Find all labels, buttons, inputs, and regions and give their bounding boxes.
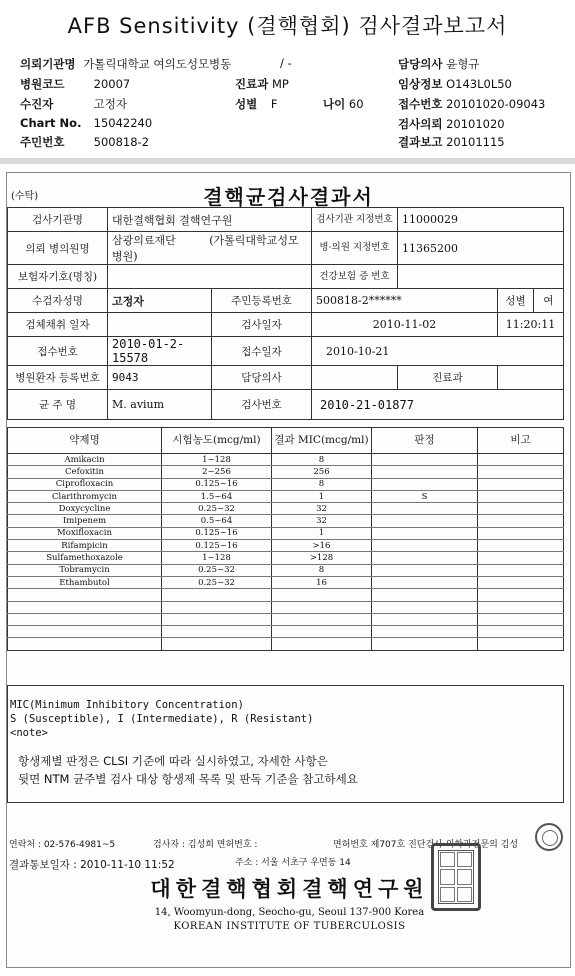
mic-row [8,515,564,527]
mic-row [8,589,564,601]
remarks [478,626,564,638]
mic-value: 1 [272,527,372,539]
name-value: 고정자 [108,289,212,313]
header-row-5 [20,134,149,150]
seal-cell [457,852,472,867]
drug-name: Imipenem [8,515,162,527]
mic-row [8,527,564,539]
hospital-code-value: 20007 [93,77,131,91]
footer-address-kr: 주소 : 서울 서초구 우면동 14 [235,858,351,868]
remarks [478,613,564,625]
test-date-label: 검사의뢰 [398,117,443,131]
drug-name: Moxifloxacin [8,527,162,539]
drug-name: Cefoxitin [8,466,162,478]
clinical-label: 임상정보 [398,77,443,91]
mic-value: 32 [272,503,372,515]
drug-name [8,589,162,601]
interpretation [372,552,478,564]
test-range: 0.125~16 [162,527,272,539]
remarks [478,454,564,466]
mic-row [8,490,564,502]
age-label: 나이 [323,97,346,111]
req-hosp-sub: (가톨릭대학교성모병원) [112,234,299,263]
mic-value: 8 [272,564,372,576]
form-sex-value: 여 [534,289,564,313]
interpretation [372,454,478,466]
rrn-value: 500818-2 [93,135,150,149]
dept-label: 진료과 [235,77,269,91]
scanned-form [6,172,571,968]
drug-name: Tobramycin [8,564,162,576]
mic-row [8,613,564,625]
col-mic: 결과 MIC(mcg/ml) [272,428,372,454]
col-remarks: 비고 [478,428,564,454]
interpretation [372,527,478,539]
notes-line-3: <note> [10,727,48,739]
chart-label: Chart No. [20,116,82,130]
remarks [478,515,564,527]
seal-cell [440,869,455,884]
mic-value [272,626,372,638]
mic-value: 8 [272,478,372,490]
drug-name: Rifampicin [8,540,162,552]
interpretation [372,576,478,588]
ordering-dept-value: 가톨릭대학교 여의도성모병동 [83,57,232,71]
form-rrn-label: 주민등록번호 [212,289,312,313]
receipt-date-label: 접수일자 [212,337,312,366]
hospital-code-label: 병원코드 [20,77,65,91]
organism-label: 균 주 명 [8,390,108,420]
req-hosp-value: 삼광의료재단 [112,234,176,247]
ordering-dept-label: 의뢰기관명 [20,57,76,71]
interpretation [372,478,478,490]
test-range: 0.125~16 [162,478,272,490]
drug-name [8,601,162,613]
lab-value: 대한결핵협회 결핵연구원 [108,208,312,232]
seal-cell [440,887,455,902]
notes-box [7,685,564,803]
remarks [478,466,564,478]
age-value: 60 [348,97,364,111]
drug-name: Ciprofloxacin [8,478,162,490]
footer-license: 면허번호 제707호 진단검사 의학과전문의 김성 [333,840,519,850]
sex-value: F [270,97,278,111]
remarks [478,564,564,576]
examiner-stamp [535,823,563,851]
form-sub-label: (수탁) [11,191,39,202]
receipt-value: 20101020-09043 [446,97,546,111]
collect-label: 검체채취 일자 [8,313,108,337]
rrn-label: 주민번호 [20,135,65,149]
drug-name: Clarithromycin [8,490,162,502]
form-sex-label: 성별 [498,289,534,313]
patient-value: 고정자 [93,97,127,111]
mic-row [8,601,564,613]
remarks [478,527,564,539]
test-range: 0.25~32 [162,564,272,576]
pt-reg-value: 9043 [108,366,212,390]
test-time-value: 11:20:11 [498,313,564,337]
receipt-date-value: 2010-10-21 [312,337,564,366]
mic-row [8,576,564,588]
lab-id-value: 11000029 [398,208,564,232]
interpretation [372,613,478,625]
footer-org-kr: 대한결핵협회결핵연구원 [150,876,429,901]
ins-no-value [398,265,564,289]
interpretation [372,466,478,478]
interpretation: S [372,490,478,502]
mic-value: >16 [272,540,372,552]
seal-cell [440,852,455,867]
director-seal [431,843,481,911]
report-date-label: 결과보고 [398,135,443,149]
mic-value [272,589,372,601]
remarks [478,589,564,601]
chart-value: 15042240 [93,116,153,130]
receipt-label: 접수번호 [398,97,443,111]
sex-label: 성별 [235,97,258,111]
test-range [162,638,272,650]
mic-row [8,564,564,576]
interpretation [372,564,478,576]
header-row-3 [20,96,127,112]
remarks [478,576,564,588]
req-hosp-cell [108,232,312,265]
mic-row [8,626,564,638]
remarks [478,478,564,490]
req-id-label: 병·의원 지정번호 [312,232,398,265]
test-no-label: 검사번호 [212,390,312,420]
test-range: 1~128 [162,454,272,466]
notes-line-2: S (Susceptible), I (Intermediate), R (Resistant) [10,713,314,725]
header-row-4 [20,116,152,130]
test-range [162,613,272,625]
interpretation [372,589,478,601]
interpretation [372,515,478,527]
test-range: 0.5~64 [162,515,272,527]
drug-name: Doxycycline [8,503,162,515]
form-title: 결핵균검사결과서 [203,185,374,209]
footer-org-en: KOREAN INSTITUTE OF TUBERCULOSIS [173,921,406,932]
form-dept-label: 진료과 [398,366,498,390]
mic-row [8,540,564,552]
mic-value [272,638,372,650]
mic-value: 256 [272,466,372,478]
remarks [478,540,564,552]
footer-contact: 연락처 : 02-576-4981~5 [9,840,116,850]
mic-row [8,552,564,564]
req-hosp-label: 의뢰 병의원명 [8,232,108,265]
form-dept-value [498,366,564,390]
name-label: 수검자성명 [8,289,108,313]
seal-cell [457,869,472,884]
drug-name: Sulfamethoxazole [8,552,162,564]
mic-row [8,638,564,650]
test-range [162,589,272,601]
mic-value: 1 [272,490,372,502]
mic-value: 32 [272,515,372,527]
remarks [478,503,564,515]
mic-value: 8 [272,454,372,466]
mic-value [272,601,372,613]
form-receipt-value: 2010-01-2-15578 [108,337,212,366]
patient-label: 수진자 [20,97,54,111]
ward-slash: / - [280,56,292,70]
drug-name [8,626,162,638]
interpretation [372,503,478,515]
footer-address-en: 14, Woomyun-dong, Seocho-gu, Seoul 137-900 Korea [154,907,425,918]
collect-value [108,313,212,337]
interpretation [372,601,478,613]
mic-results-body [8,454,564,651]
report-title: AFB Sensitivity (결핵협회) 검사결과보고서 [67,14,508,38]
test-date-value: 20101020 [446,117,505,131]
test-range: 0.25~32 [162,503,272,515]
mic-row [8,503,564,515]
test-date-form-value: 2010-11-02 [312,313,498,337]
patient-info-table [7,207,564,420]
mic-row [8,466,564,478]
drug-name: Ethambutol [8,576,162,588]
insurer-value [108,265,312,289]
mic-value: 16 [272,576,372,588]
mic-results-table [7,427,564,651]
dept-value: MP [271,77,289,91]
seal-cell [457,887,472,902]
mic-row [8,478,564,490]
remarks [478,552,564,564]
test-range: 2~256 [162,466,272,478]
lab-label: 검사기관명 [8,208,108,232]
header-row-2 [20,76,130,92]
seal-grid [438,850,474,904]
drug-name [8,613,162,625]
test-range [162,601,272,613]
remarks [478,490,564,502]
test-range: 1.5~64 [162,490,272,502]
report-date-value: 20101115 [446,135,505,149]
mic-value: >128 [272,552,372,564]
form-doctor-label: 담당의사 [212,366,312,390]
test-range: 0.25~32 [162,576,272,588]
col-drug: 약제명 [8,428,162,454]
col-interpretation: 판정 [372,428,478,454]
lab-id-label: 검사기관 지정번호 [312,208,398,232]
notes-comment-1: 항생제별 판정은 CLSI 기준에 따라 실시하였고, 자세한 사항은 [18,754,328,768]
test-range [162,626,272,638]
doctor-label: 담당의사 [398,57,443,71]
organism-value: M. avium [108,390,212,420]
remarks [478,638,564,650]
doctor-value: 윤형규 [446,57,480,71]
interpretation [372,626,478,638]
clinical-value: O143L0L50 [446,77,512,91]
pt-reg-label: 병원환자 등록번호 [8,366,108,390]
test-range: 1~128 [162,552,272,564]
form-rrn-value: 500818-2****** [312,289,498,313]
drug-name: Amikacin [8,454,162,466]
notes-comment-2: 뒷면 NTM 균주별 검사 대상 항생제 목록 및 판독 기준을 참고하세요 [18,772,358,786]
test-date-form-label: 검사일자 [212,313,312,337]
header-row-1 [20,56,231,72]
test-range: 0.125~16 [162,540,272,552]
col-range: 시험농도(mcg/ml) [162,428,272,454]
section-divider [0,158,575,164]
insurer-label: 보험자기호(명칭) [8,265,108,289]
footer-examiner: 검사자 : 김성희 면허번호 : [153,840,258,850]
interpretation [372,638,478,650]
mic-value [272,613,372,625]
test-no-value: 2010-21-01877 [312,390,564,420]
interpretation [372,540,478,552]
footer-notify-date: 결과통보일자 : 2010-11-10 11:52 [9,859,175,871]
req-id-value: 11365200 [398,232,564,265]
form-doctor-value [312,366,398,390]
notes-comment [10,752,561,788]
ins-no-label: 건강보험 증 번호 [312,265,398,289]
notes-line-1: MIC(Minimum Inhibitory Concentration) [10,699,244,711]
form-receipt-label: 접수번호 [8,337,108,366]
drug-name [8,638,162,650]
remarks [478,601,564,613]
mic-row [8,454,564,466]
